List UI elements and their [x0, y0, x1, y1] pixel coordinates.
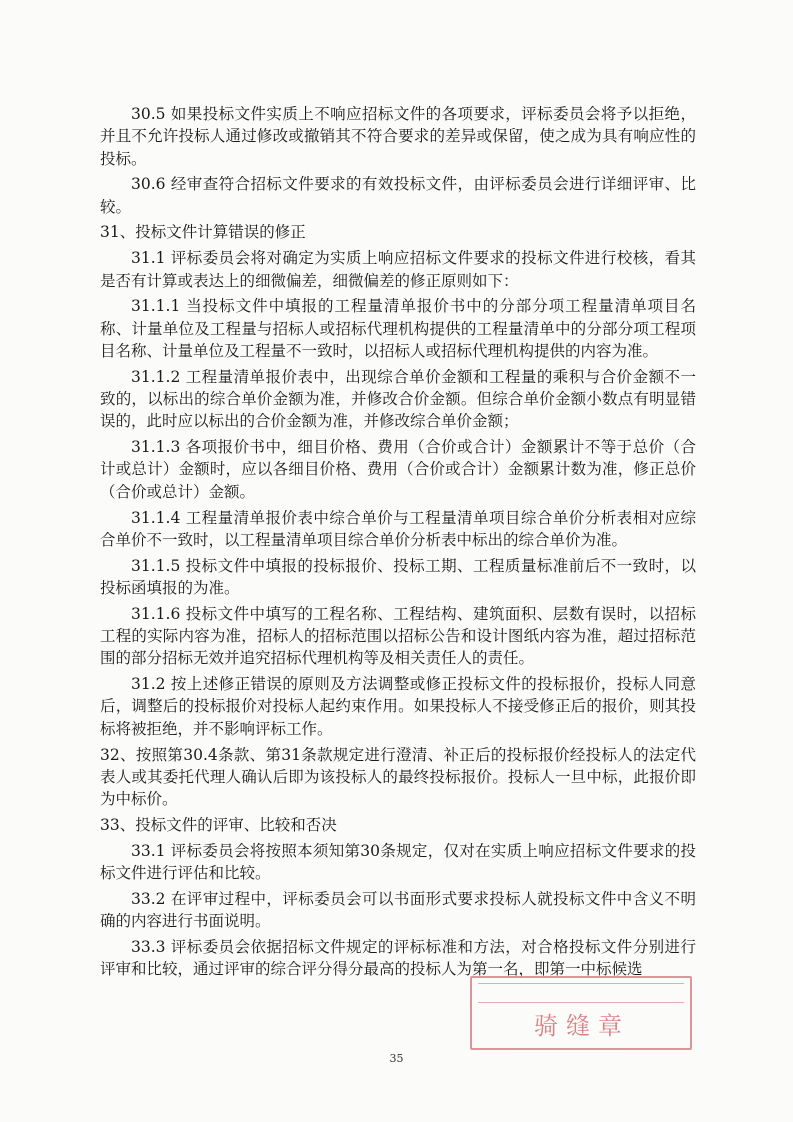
- paragraph-30-5: 30.5 如果投标文件实质上不响应招标文件的各项要求，评标委员会将予以拒绝，并且不允许投标人通过修改或撤销其不符合要求的差异或保留，使之成为具有响应性的投标。: [100, 105, 696, 168]
- paragraph-33-1: 33.1 评标委员会将按照本须知第30条规定，仅对在实质上响应招标文件要求的投标文件进行评估和比较。: [100, 841, 696, 882]
- paragraph-31-1-5: 31.1.5 投标文件中填报的投标报价、投标工期、工程质量标准前后不一致时，以投标函填报的为准。: [100, 556, 696, 597]
- paragraph-31-1-1: 31.1.1 当投标文件中填报的工程量清单报价书中的分部分项工程量清单项目名称、计量单位及工程量与招标人或招标代理机构提供的工程量清单中的分部分项工程项目名称、计量单位及工程量不一致时，以招标人或招标代理机构提供的内容为准。: [100, 297, 696, 360]
- paragraph-31-1-3: 31.1.3 各项报价书中，细目价格、费用（合价或合计）金额累计不等于总价（合计或总计）金额时，应以各细目价格、费用（合价或合计）金额累计数为准，修正总价（合价或总计）金额。: [100, 438, 696, 501]
- section-32: 32、按照第30.4条款、第31条款规定进行澄清、补正后的投标报价经投标人的法定代表人或其委托代理人确认后即为该投标人的最终投标报价。投标人一旦中标，此报价即为中标价。: [100, 745, 696, 809]
- seal-stamp: [470, 976, 692, 1050]
- paragraph-31-1-6: 31.1.6 投标文件中填写的工程名称、工程结构、建筑面积、层数有误时，以招标工程的实际内容为准，招标人的招标范围以招标公告和设计图纸内容为准，超过招标范围的部分招标无效并追究招标代理机构等及相关责任人的责任。: [100, 604, 696, 668]
- paragraph-30-6: 30.6 经审查符合招标文件要求的有效投标文件，由评标委员会进行详细评审、比较。: [100, 175, 696, 216]
- page-number: 35: [389, 1052, 404, 1065]
- paragraph-33-3: 33.3 评标委员会依据招标文件规定的评标标准和方法，对合格投标文件分别进行评审和比较，通过评审的综合评分得分最高的投标人为第一名，即第一中标候选: [100, 937, 696, 979]
- paragraph-31-1-2: 31.1.2 工程量清单报价表中，出现综合单价金额和工程量的乘积与合价金额不一致的，以标出的综合单价金额为准，并修改合价金额。但综合单价金额小数点有明显错误的，此时应以标出的合价金额为准，并修改综合单价金额；: [100, 367, 696, 431]
- paragraph-31-1-4: 31.1.4 工程量清单报价表中综合单价与工程量清单项目综合单价分析表相对应综合单价不一致时，以工程量清单项目综合单价分析表中标出的综合单价为准。: [100, 508, 696, 549]
- section-heading-33: 33、投标文件的评审、比较和否决: [100, 815, 337, 834]
- document-body: [100, 103, 696, 984]
- paragraph-33-2: 33.2 在评审过程中，评标委员会可以书面形式要求投标人就投标文件中含义不明确的内容进行书面说明。: [100, 889, 696, 931]
- paragraph-31-1: 31.1 评标委员会将对确定为实质上响应招标文件要求的投标文件进行校核，看其是否有计算或表达上的细微偏差，细微偏差的修正原则如下：: [100, 249, 696, 290]
- stamp-header-band: [478, 983, 684, 1003]
- paragraph-31-2: 31.2 按上述修正错误的原则及方法调整或修正投标文件的投标报价，投标人同意后，调整后的投标报价对投标人起约束作用。如果投标人不接受修正后的报价，则其投标将被拒绝，并不影响评标工作。: [100, 675, 696, 738]
- stamp-text: 骑缝章: [534, 1012, 630, 1040]
- section-heading-31: 31、投标文件计算错误的修正: [100, 223, 306, 242]
